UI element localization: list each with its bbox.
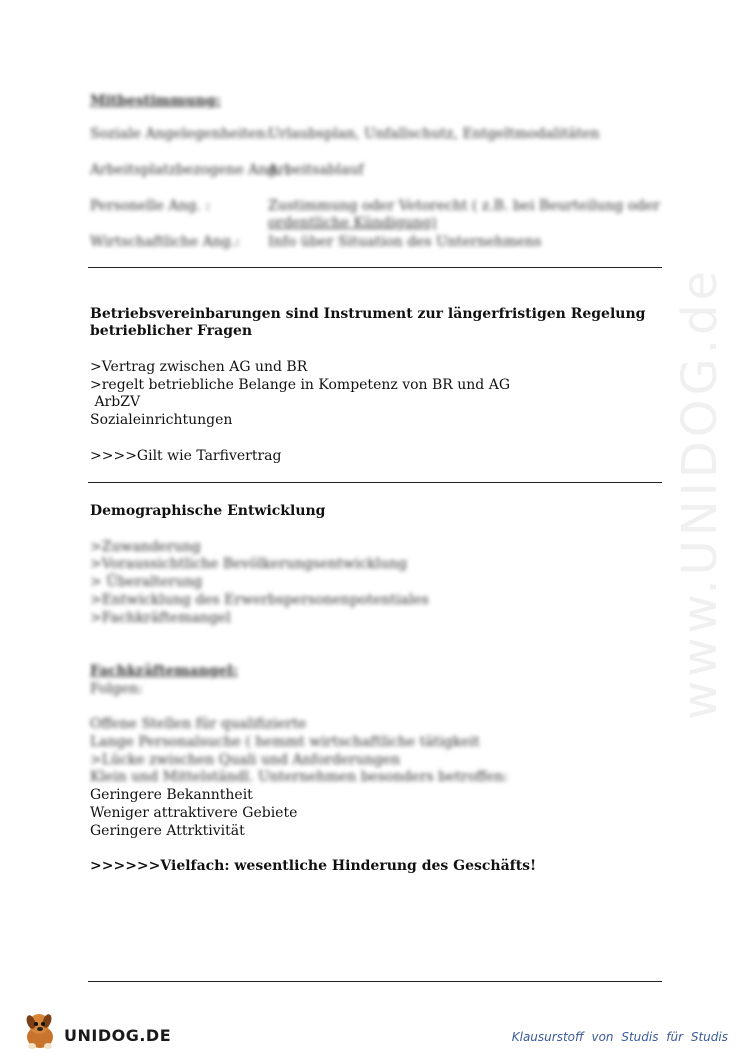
visible-item: Geringere Attrktivität [90,823,245,839]
row-label: Personelle Ang. : [90,198,211,214]
divider [88,482,662,483]
betriebsvereinbarungen-heading-continued: betrieblicher Fragen [90,323,253,339]
footer-note: Klausurstoff von Studis für Studis [511,1030,728,1044]
list-item: >Vertrag zwischen AG und BR [90,359,308,375]
row-text-continued: ordentliche Kündigung) [268,215,437,231]
visible-item: Geringere Bekanntheit [90,787,253,803]
fachkraeftemangel-heading: Fachkräftemangel: [90,663,238,679]
row-text: Arbeitsablauf [268,162,364,178]
betriebsvereinbarungen-heading: Betriebsvereinbarungen sind Instrument zur längerfristigen Regelung [90,306,646,322]
row-label: Arbeitsplatzbezogene Ang. : [90,162,290,178]
conclusion-text: >>>>>>Vielfach: wesentliche Hinderung des Geschäfts! [90,858,537,874]
logo-text: UNIDOG.DE [64,1025,172,1045]
row-text: Zustimmung oder Vetorecht ( z.B. bei Beurteilung oder [268,198,660,214]
divider [88,981,662,982]
dog-mascot-icon [22,1009,62,1051]
row-text: Urlaubsplan, Unfallschutz, Entgeltmodalitäten [268,126,600,142]
bullet-item: >Entwicklung des Erwerbspersonenpotentiales [90,592,429,608]
mitbestimmung-heading: Mitbestimmung: [90,93,221,109]
bullet-item: >Zuwanderung [90,539,201,555]
demographie-heading: Demographische Entwicklung [90,503,326,519]
divider [88,267,662,268]
row-label: Soziale Angelegenheiten: [90,126,271,142]
list-item: >regelt betriebliche Belange in Kompetenz von BR und AG [90,377,511,393]
bullet-item: > Überalterung [90,574,203,590]
list-item: ArbZV [90,394,141,410]
unidog-logo [22,1008,171,1052]
visible-item: Weniger attraktivere Gebiete [90,805,298,821]
bullet-item: >Fachkräftemangel [90,610,231,626]
list-item: Sozialeinrichtungen [90,412,233,428]
consequence-item: Offene Stellen für qualifizierte [90,716,307,732]
row-text: Info über Situation des Unternehmens [268,234,542,250]
folgen-label: Folgen: [90,681,143,697]
conclusion-text: >>>>Gilt wie Tarfivertrag [90,448,282,464]
consequence-item: Klein und Mittelständl. Unternehmen besonders betroffen: [90,769,509,785]
watermark: www.UNIDOG.de [672,266,728,720]
row-label: Wirtschaftliche Ang.: [90,234,240,250]
bullet-item: >Voraussichtliche Bevölkerungsentwicklung [90,556,408,572]
consequence-item: Lange Personalsuche ( hemmt wirtschaftliche tätigkeit [90,734,480,750]
consequence-item: >Lücke zwischen Quali und Anforderungen [90,752,401,768]
